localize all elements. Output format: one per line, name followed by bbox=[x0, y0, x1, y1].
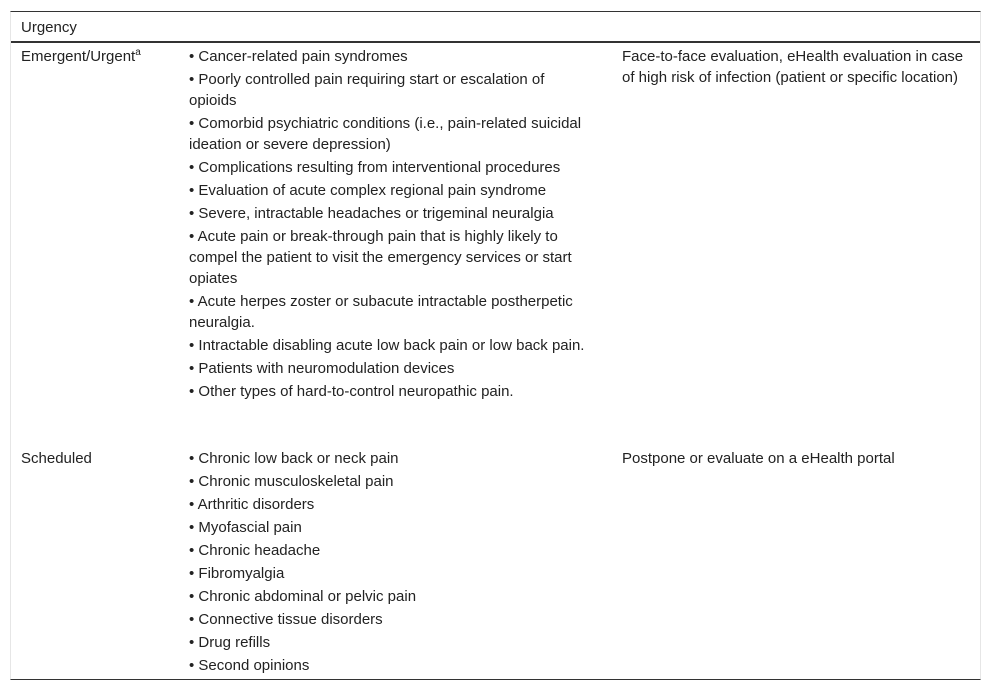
list-item: • Chronic headache bbox=[189, 542, 321, 559]
list-item: • Acute herpes zoster or subacute intractable postherpetic neuralgia. bbox=[189, 293, 573, 331]
list-item: • Comorbid psychiatric conditions (i.e., pain-related suicidal ideation or severe depression) bbox=[189, 115, 582, 153]
urgency-table bbox=[10, 11, 981, 680]
list-item: • Fibromyalgia bbox=[189, 565, 285, 582]
conditions-cell bbox=[189, 46, 589, 404]
list-item: • Second opinions bbox=[189, 657, 310, 674]
action-cell: Face-to-face evaluation, eHealth evaluation in case of high risk of infection (patient or specific location) bbox=[622, 48, 964, 86]
list-item: • Evaluation of acute complex regional pain syndrome bbox=[189, 182, 547, 199]
header-urgency: Urgency bbox=[21, 19, 77, 36]
list-item: • Chronic abdominal or pelvic pain bbox=[189, 588, 417, 605]
list-item: • Myofascial pain bbox=[189, 519, 302, 536]
urgency-label: Emergent/Urgent bbox=[21, 48, 136, 65]
conditions-list bbox=[189, 448, 589, 676]
list-item: • Connective tissue disorders bbox=[189, 611, 383, 628]
list-item: • Chronic musculoskeletal pain bbox=[189, 473, 394, 490]
list-item: • Complications resulting from interventional procedures bbox=[189, 159, 561, 176]
conditions-cell bbox=[189, 448, 589, 678]
list-item: • Acute pain or break-through pain that is highly likely to compel the patient to visit the emergency services or start opiates bbox=[189, 228, 572, 287]
list-item: • Patients with neuromodulation devices bbox=[189, 360, 455, 377]
list-item: • Poorly controlled pain requiring start or escalation of opioids bbox=[189, 71, 545, 109]
urgency-cell bbox=[21, 46, 181, 67]
table-header-row bbox=[11, 12, 980, 43]
list-item: • Arthritic disorders bbox=[189, 496, 315, 513]
footnote-marker: a bbox=[135, 47, 141, 58]
list-item: • Drug refills bbox=[189, 634, 271, 651]
table-row bbox=[11, 43, 980, 445]
list-item: • Cancer-related pain syndromes bbox=[189, 48, 408, 65]
urgency-cell: Scheduled bbox=[21, 450, 92, 467]
list-item: • Other types of hard-to-control neuropathic pain. bbox=[189, 383, 514, 400]
table-row bbox=[11, 445, 980, 679]
list-item: • Severe, intractable headaches or trigeminal neuralgia bbox=[189, 205, 554, 222]
conditions-list bbox=[189, 46, 589, 402]
action-cell: Postpone or evaluate on a eHealth portal bbox=[622, 450, 895, 467]
list-item: • Chronic low back or neck pain bbox=[189, 450, 399, 467]
list-item: • Intractable disabling acute low back pain or low back pain. bbox=[189, 337, 585, 354]
